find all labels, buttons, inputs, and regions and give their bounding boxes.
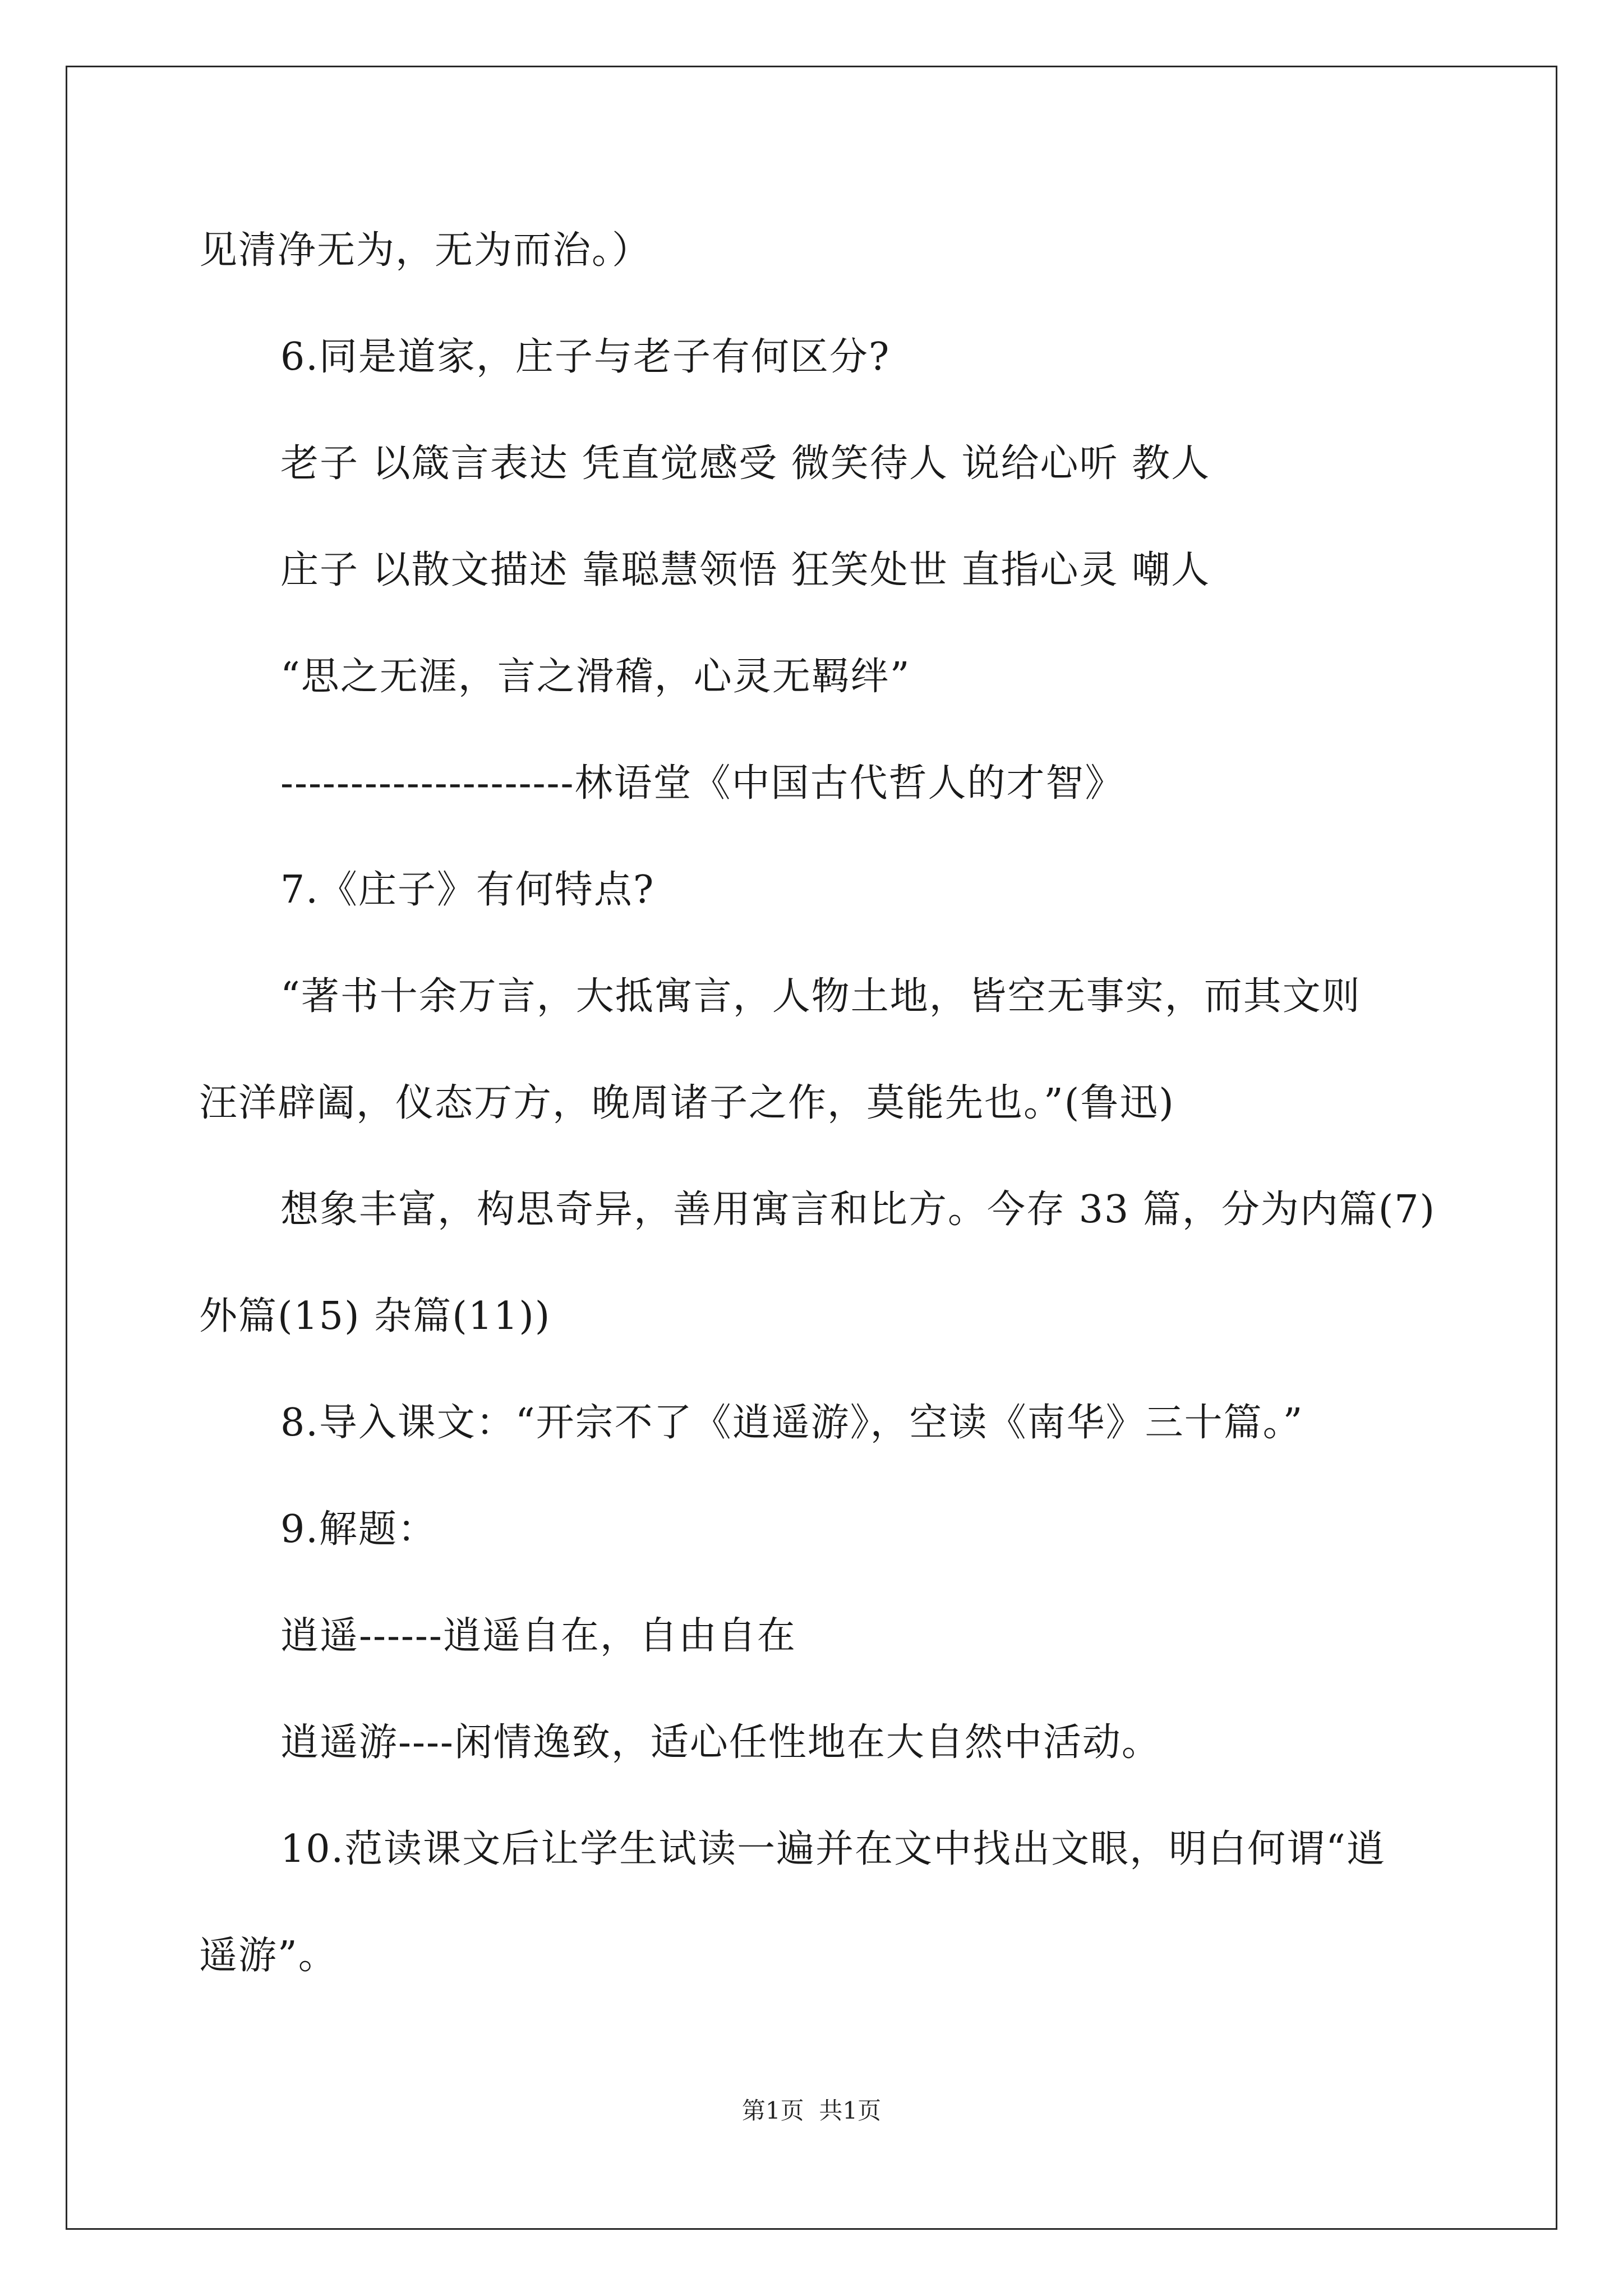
item-10-line-2: 遥游”。 xyxy=(199,1934,338,1978)
text-line-1: 见清净无为，无为而治。） xyxy=(199,228,652,273)
luxun-quote-line-2: 汪洋辟阖，仪态万方，晚周诸子之作，莫能先也。”(鲁迅) xyxy=(199,1081,1175,1125)
features-line-2: 外篇(15) 杂篇(11)) xyxy=(199,1294,551,1338)
item-9: 9.解题： xyxy=(280,1507,437,1552)
features-line-1: 想象丰富，构思奇异，善用寓言和比方。今存 33 篇，分为内篇(7) xyxy=(280,1188,1436,1232)
question-6: 6.同是道家，庄子与老子有何区分? xyxy=(280,335,891,379)
item-10-line-1: 10.范读课文后让学生试读一遍并在文中找出文眼，明白何谓“逍 xyxy=(280,1827,1386,1871)
quote-line: “思之无涯，言之滑稽，心灵无羁绊” xyxy=(280,655,911,699)
page-frame xyxy=(66,66,1557,2230)
question-7: 7.《庄子》有何特点? xyxy=(280,868,655,912)
quote-attribution: ---------------------林语堂《中国古代哲人的才智》 xyxy=(280,761,1124,806)
definition-xiaoyaoyou: 逍遥游----闲情逸致，适心任性地在大自然中活动。 xyxy=(280,1720,1161,1765)
zhuangzi-row: 庄子 以散文描述 靠聪慧领悟 狂笑处世 直指心灵 嘲人 xyxy=(280,548,1211,592)
laozi-row: 老子 以箴言表达 凭直觉感受 微笑待人 说给心听 教人 xyxy=(280,441,1211,486)
item-8: 8.导入课文：“开宗不了《逍遥游》，空读《南华》三十篇。” xyxy=(280,1401,1304,1445)
luxun-quote-line-1: “著书十余万言，大抵寓言，人物土地，皆空无事实，而其文则 xyxy=(280,974,1361,1019)
definition-xiaoyao: 逍遥------逍遥自在，自由自在 xyxy=(280,1614,796,1658)
page-number: 第1页 共1页 xyxy=(741,2097,882,2124)
